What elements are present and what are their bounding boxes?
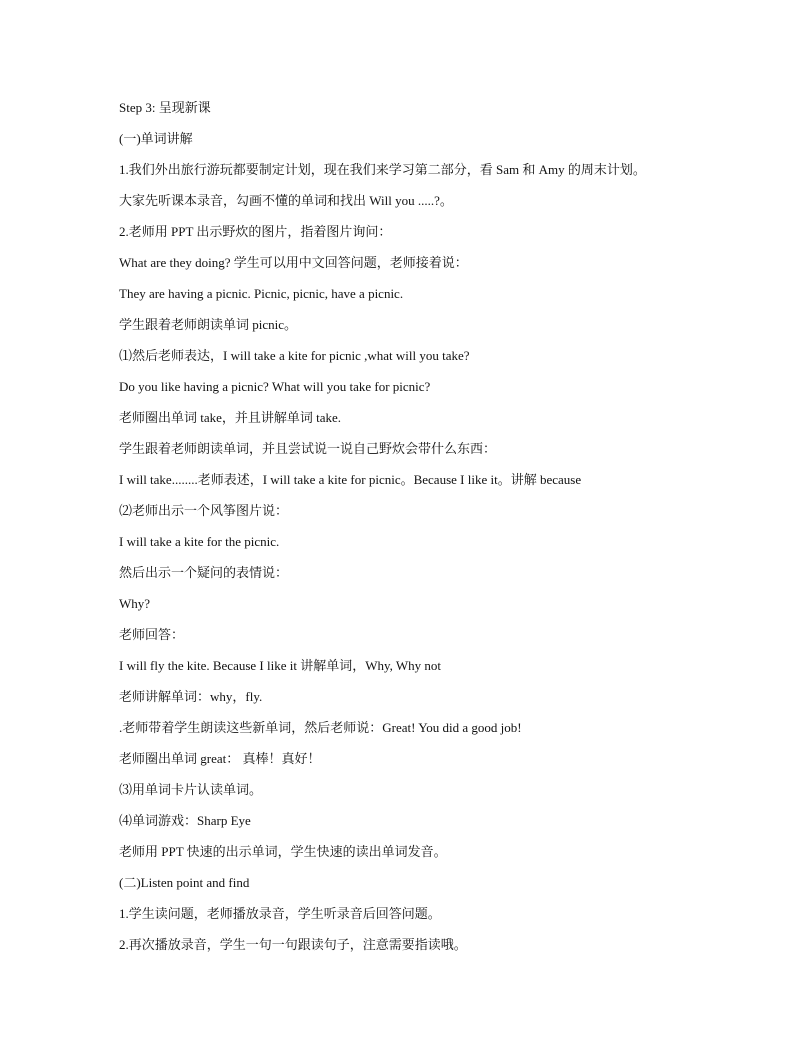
section-heading-vocabulary: (一)单词讲解 <box>119 131 193 146</box>
paragraph-line: 1.学生读问题，老师播放录音，学生听录音后回答问题。 <box>119 906 441 921</box>
paragraph-line: ⑷单词游戏：Sharp Eye <box>119 813 251 828</box>
paragraph-line: 老师圈出单词 great： 真棒！真好！ <box>119 751 321 766</box>
paragraph-line: ⑴然后老师表达，I will take a kite for picnic ,what will you take? <box>119 348 470 363</box>
paragraph-line: 老师用 PPT 快速的出示单词，学生快速的读出单词发音。 <box>119 844 447 859</box>
paragraph-line: 然后出示一个疑问的表情说： <box>119 565 289 580</box>
paragraph-line: Why? <box>119 596 151 611</box>
paragraph-line: 2.再次播放录音，学生一句一句跟读句子，注意需要指读哦。 <box>119 937 467 952</box>
paragraph-line: ⑶用单词卡片认读单词。 <box>119 782 263 797</box>
paragraph-line: Do you like having a picnic? What will you take for picnic? <box>119 379 431 394</box>
paragraph-line: 老师讲解单词：why，fly. <box>119 689 263 704</box>
paragraph-line: ⑵老师出示一个风筝图片说： <box>119 503 289 518</box>
step-heading: Step 3: 呈现新课 <box>119 100 211 115</box>
paragraph-line: 2.老师用 PPT 出示野炊的图片，指着图片询问： <box>119 224 392 239</box>
paragraph-line: 老师回答： <box>119 627 185 642</box>
paragraph-line: I will take........老师表述，I will take a kite for picnic。Because I like it。讲解 because <box>119 472 582 487</box>
paragraph-line: 学生跟着老师朗读单词 picnic。 <box>119 317 298 332</box>
paragraph-line: 1.我们外出旅行游玩都要制定计划，现在我们来学习第二部分，看 Sam 和 Amy 的周末计划。 <box>119 162 646 177</box>
paragraph-line: 老师圈出单词 take，并且讲解单词 take. <box>119 410 342 425</box>
paragraph-line: .老师带着学生朗读这些新单词，然后老师说：Great! You did a good job! <box>119 720 522 735</box>
paragraph-line: I will take a kite for the picnic. <box>119 534 280 549</box>
lesson-text <box>119 96 719 964</box>
paragraph-line: They are having a picnic. Picnic, picnic, have a picnic. <box>119 286 404 301</box>
paragraph-line: 学生跟着老师朗读单词，并且尝试说一说自己野炊会带什么东西： <box>119 441 497 456</box>
paragraph-line: 大家先听课本录音，勾画不懂的单词和找出 Will you .....?。 <box>119 193 453 208</box>
paragraph-line: I will fly the kite. Because I like it 讲解单词，Why, Why not <box>119 658 442 673</box>
section-heading-listen: (二)Listen point and find <box>119 875 250 890</box>
paragraph-line: What are they doing? 学生可以用中文回答问题，老师接着说： <box>119 255 468 270</box>
